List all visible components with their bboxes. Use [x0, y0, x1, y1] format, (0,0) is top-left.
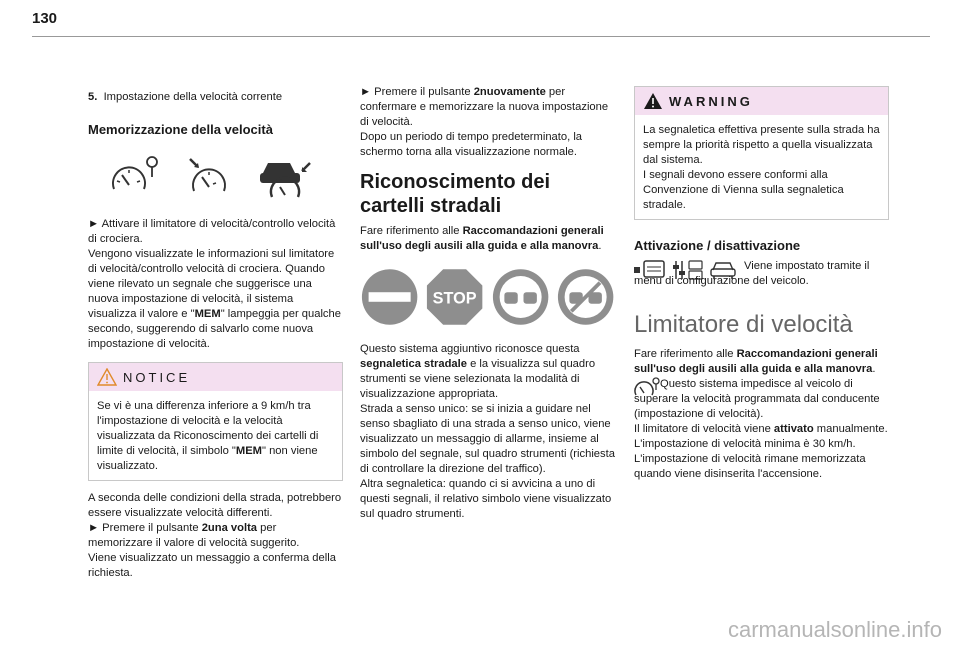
- memorize-description: Vengono visualizzate le informazioni sul limitatore di velocità/controllo velocità di crociera. Quando viene rilevato un segnale che suggerisce una nuova impostazione di velocità, il sistema visualizza il valore e "MEM" lampeggia per qualche secondo, suggerendo di salvarlo come nuova impostazione di velocità.: [88, 248, 341, 350]
- speedometer-limiter-icon: [110, 155, 162, 199]
- notice-icon: [97, 368, 117, 386]
- speedometer-cruise-icon: [188, 155, 232, 199]
- activate-instruction: ► Attivare il limitatore di velocità/controllo velocità di crociera.: [88, 218, 336, 245]
- road-conditions-text: A seconda delle condizioni della strada, potrebbero essere visualizzate velocità differenti.: [88, 492, 342, 519]
- activation-heading: Attivazione / disattivazione: [634, 238, 801, 253]
- press-again-instruction: ► Premere il pulsante 2nuovamente per confermare e memorizzare la nuova impostazione di velocità.: [360, 86, 609, 128]
- activation-block: [634, 259, 889, 305]
- notice-box: [88, 362, 343, 481]
- recommendations-ref: Fare riferimento alle Raccomandazioni generali sull'uso degli ausili alla guida e alla manovra.: [360, 225, 604, 252]
- no-entry-sign-icon: [360, 266, 419, 328]
- one-way-text: Strada a senso unico: se si inizia a guidare nel senso sbagliato di una strada a senso unico, viene visualizzato un messaggio di allarme, insieme al simbolo del segnale, sul quadro strumenti (richiesta di controllare la direzione del traffico).: [360, 403, 615, 475]
- timeout-text: Dopo un periodo di tempo predeterminato, la schermo torna alla visualizzazione normale.: [360, 131, 583, 158]
- road-sign-recognition-heading: Riconoscimento dei cartelli stradali: [360, 171, 551, 217]
- warning-icon: [643, 92, 663, 110]
- warning-text: La segnaletica effettiva presente sulla strada ha sempre la priorità rispetto a quella visualizzata dal sistema. I segnali devono essere conformi alla Convenzione di Vienna sulla segnaletica stradale.: [643, 124, 880, 211]
- notice-label: NOTICE: [123, 369, 191, 385]
- warning-box: [634, 86, 889, 220]
- min-speed-text: L'impostazione di velocità minima è 30 km/h.: [634, 438, 856, 450]
- stop-sign-icon: [425, 266, 484, 328]
- column-2: [360, 85, 615, 522]
- limiter-recommendations-ref: Fare riferimento alle Raccomandazioni generali sull'uso degli ausili alla guida e alla manovra.: [634, 348, 878, 375]
- column-1: [88, 60, 343, 581]
- system-description: Questo sistema aggiuntivo riconosce questa segnaletica stradale e la visualizza sul quadro strumenti se viene selezionata la modalità di visualizzazione appropriata.: [360, 343, 596, 400]
- manual-activation-text: Il limitatore di velocità viene attivato manualmente.: [634, 423, 888, 435]
- confirmation-text: Viene visualizzato un messaggio a conferma della richiesta.: [88, 552, 336, 579]
- adaptive-cruise-icon: [258, 155, 314, 199]
- watermark: carmanualsonline.info: [727, 617, 942, 642]
- memorize-icons: [110, 155, 343, 199]
- warning-header: [635, 87, 888, 115]
- page-number: 130: [32, 10, 58, 27]
- memorize-speed-heading: Memorizzazione della velocità: [88, 122, 273, 137]
- header-rule: [32, 36, 930, 37]
- warning-label: WARNING: [669, 93, 753, 109]
- press-once-instruction: ► Premere il pulsante 2una volta per memorizzare il valore di velocità suggerito.: [88, 522, 300, 549]
- column-3: [634, 86, 889, 482]
- end-no-overtaking-sign-icon: [556, 266, 615, 328]
- other-signs-text: Altra segnaletica: quando ci si avvicina a uno di questi segnali, il relativo simbolo viene visualizzato sul quadro strumenti.: [360, 478, 612, 520]
- limiter-description: Questo sistema impedisce al veicolo di superare la velocità programmata dal conducente (impostazione di velocità).: [634, 378, 880, 420]
- notice-header: [89, 363, 342, 391]
- activation-text: Viene impostato tramite il menu di configurazione del veicolo.: [634, 260, 870, 287]
- road-signs-row: [360, 266, 615, 328]
- memorized-speed-text: L'impostazione di velocità rimane memorizzata quando viene disinserita l'accensione.: [634, 453, 866, 480]
- notice-text: Se vi è una differenza inferiore a 9 km/h tra l'impostazione di velocità e la velocità visualizzata da Riconoscimento dei cartelli di limite di velocità, il simbolo "MEM" non viene visualizzato.: [97, 400, 319, 472]
- speed-limiter-icon: [634, 377, 660, 399]
- stop-sign-text: STOP: [432, 289, 477, 308]
- no-overtaking-sign-icon: [491, 266, 550, 328]
- item-5: 5. Impostazione della velocità corrente: [88, 91, 283, 103]
- speed-limiter-heading: Limitatore di velocità: [634, 311, 853, 338]
